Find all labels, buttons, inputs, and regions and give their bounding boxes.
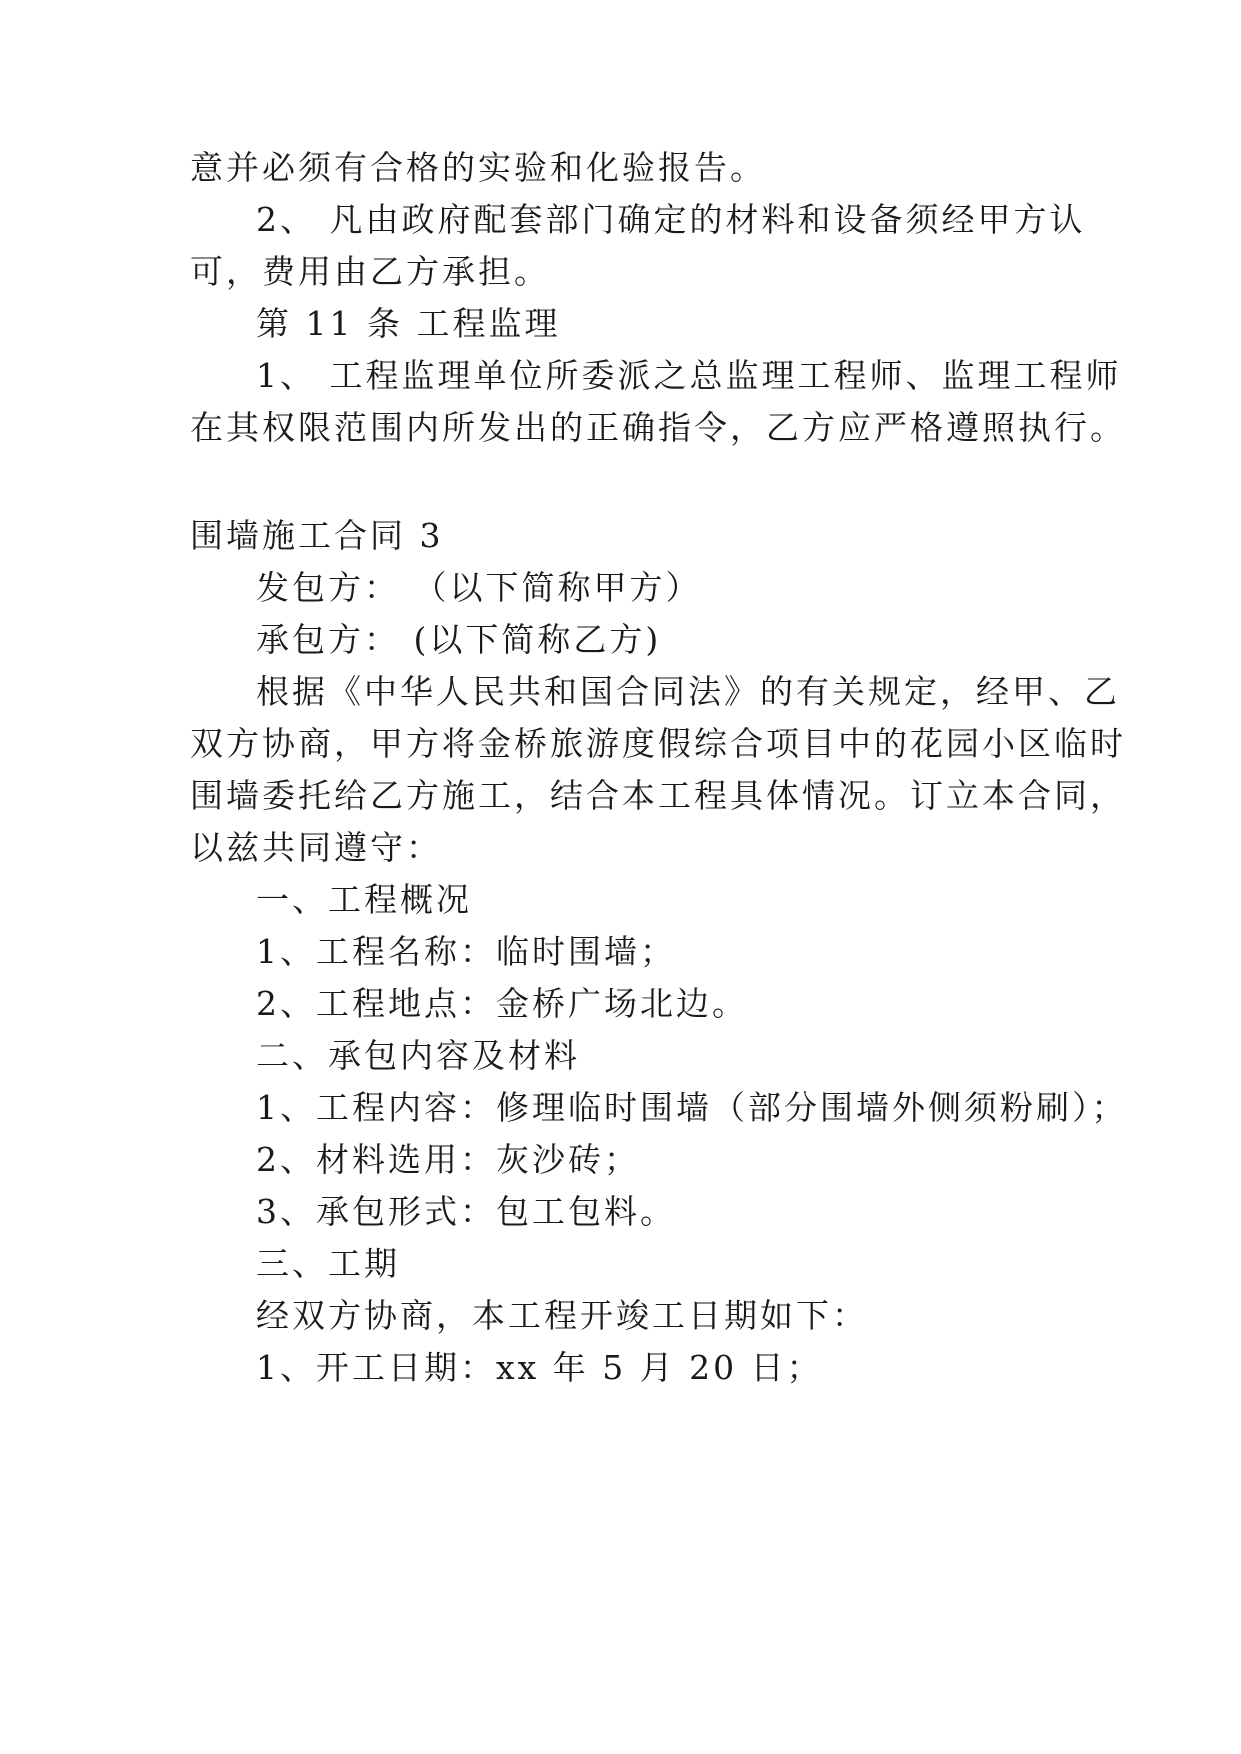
section-heading: 三、工期 [256, 1244, 400, 1283]
text-line: 在其权限范围内所发出的正确指令，乙方应严格遵照执行。 [190, 408, 1126, 447]
text-line: 2、工程地点：金桥广场北边。 [256, 984, 748, 1023]
text-line: 可，费用由乙方承担。 [190, 252, 550, 291]
text-line: 双方协商，甲方将金桥旅游度假综合项目中的花园小区临时 [190, 724, 1126, 763]
text-line: 围墙委托给乙方施工，结合本工程具体情况。订立本合同， [190, 776, 1126, 815]
text-line: 1、工程内容：修理临时围墙（部分围墙外侧须粉刷）； [256, 1088, 1128, 1127]
text-line: 3、承包形式：包工包料。 [256, 1192, 676, 1231]
section-heading: 二、承包内容及材料 [256, 1036, 580, 1075]
text-line: 1、工程名称：临时围墙； [256, 932, 676, 971]
text-line: 以兹共同遵守： [190, 828, 442, 867]
section-heading: 第 11 条 工程监理 [256, 304, 561, 343]
text-line: 根据《中华人民共和国合同法》的有关规定，经甲、乙 [256, 672, 1120, 711]
section-heading: 一、工程概况 [256, 880, 472, 919]
text-line: 1、开工日期：xx 年 5 月 20 日； [256, 1348, 823, 1387]
text-line: 2、 凡由政府配套部门确定的材料和设备须经甲方认 [256, 200, 1086, 239]
text-line: 经双方协商，本工程开竣工日期如下： [256, 1296, 868, 1335]
text-line: 承包方： (以下简称乙方) [256, 620, 662, 659]
text-line: 1、 工程监理单位所委派之总监理工程师、监理工程师 [256, 356, 1122, 395]
text-line: 2、材料选用：灰沙砖； [256, 1140, 640, 1179]
document-title: 围墙施工合同 3 [190, 516, 444, 555]
text-line: 意并必须有合格的实验和化验报告。 [190, 148, 766, 187]
text-line: 发包方： （以下简称甲方） [256, 568, 702, 607]
